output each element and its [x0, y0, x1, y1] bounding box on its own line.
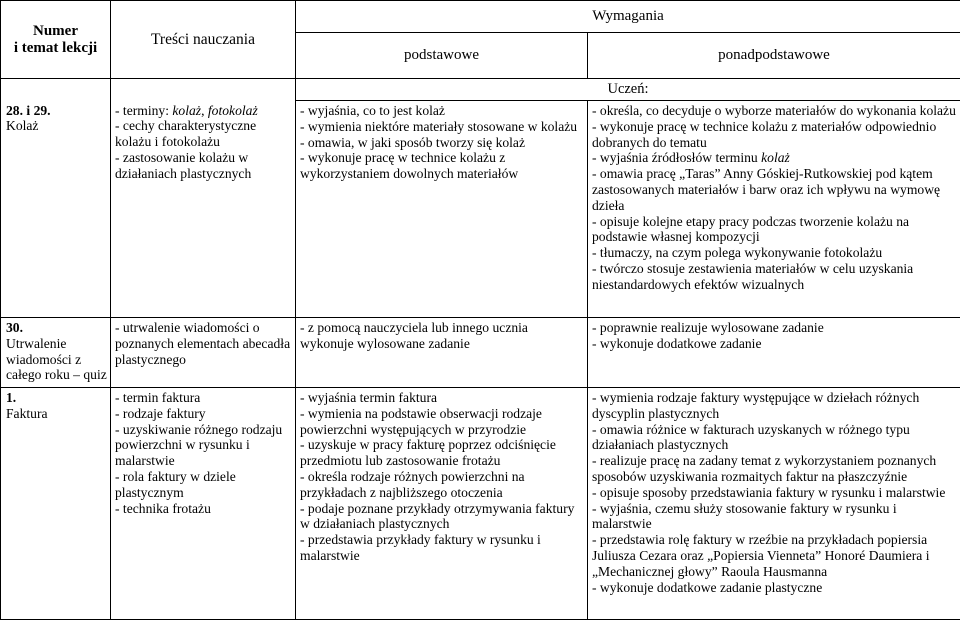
row-utrwalenie-tresci [111, 318, 296, 388]
row-utrwalenie-podstawowe [296, 318, 588, 388]
header-ponadpodstawowe: ponadpodstawowe [588, 33, 960, 79]
requirement-item: - z pomocą nauczyciela lub innego ucznia wykonuje wylosowane zadanie [300, 320, 528, 351]
row-kolaz-number [1, 101, 111, 318]
requirement-item: - omawia pracę „Taras” Anny Góskiej-Rutkowskiej pod kątem zastosowanych materiałów i barw oraz ich wpływu na wymowę dzieła [592, 166, 941, 213]
row-kolaz-tresci [111, 101, 296, 318]
lesson-number: 30. [6, 320, 23, 335]
content-item: - rola faktury w dziele plastycznym [115, 468, 236, 500]
term-fotokolaz: fotokolaż [207, 102, 258, 118]
content-item: - cechy charakterystyczne kolażu i fotokolażu [115, 118, 257, 150]
requirement-item: - twórczo stosuje zestawienia materiałów w celu uzyskania niestandardowych efektów wizualnych [592, 260, 914, 292]
requirement-item: - wyjaśnia, czemu służy stosowanie faktury w rysunku i malarstwie [592, 500, 897, 532]
requirement-item: - uzyskuje w pracy fakturę poprzez odciśnięcie przedmiotu lub zastosowanie frotażu [300, 437, 556, 469]
content-item: - uzyskiwanie różnego rodzaju powierzchni w rysunku i malarstwie [115, 421, 283, 469]
header-numer-line2: i temat lekcji [13, 39, 98, 56]
lesson-topic: Kolaż [6, 118, 39, 134]
row-kolaz-podstawowe [296, 101, 588, 318]
spacer-cell [111, 79, 296, 101]
lesson-topic: Faktura [6, 405, 48, 421]
content-item: - technika frotażu [115, 500, 211, 516]
row-utrwalenie-number [1, 318, 111, 388]
requirement-item: - opisuje sposoby przedstawiania faktury w rysunku i malarstwie [592, 484, 946, 500]
row-faktura-podstawowe [296, 388, 588, 620]
requirement-item: - tłumaczy, na czym polega wykonywanie fotokolażu [592, 245, 883, 261]
requirement-item: - wykonuje dodatkowe zadanie [592, 335, 762, 351]
requirement-item: - wykonuje pracę w technice kolażu z materiałów odpowiednio dobranych do tematu [592, 118, 937, 150]
content-item: - termin faktura [115, 390, 201, 405]
requirement-item: - przedstawia rolę faktury w rzeźbie na przykładach popiersia Juliusza Cezara oraz „Popiersia Vienneta” Honoré Daumiera i „Mechanicznej głowy” Raoula Hausmanna [592, 532, 930, 579]
requirement-item: - określa rodzaje różnych powierzchni na przykładach z najbliższego otoczenia [300, 468, 525, 500]
row-faktura-tresci [111, 388, 296, 620]
requirement-item: - wyjaśnia, co to jest kolaż [300, 103, 445, 118]
header-wymagania: Wymagania [296, 1, 960, 33]
requirement-item: - określa, co decyduje o wyborze materiałów do wykonania kolażu [592, 103, 956, 118]
requirement-item: - omawia różnice w fakturach uzyskanych w różnego typu działaniach plastycznych [592, 421, 910, 453]
row-faktura-number [1, 388, 111, 620]
uczen-label: Uczeń: [296, 79, 960, 101]
content-item: - utrwalenie wiadomości o poznanych elementach abecadła plastycznego [115, 320, 291, 367]
requirement-item: - omawia, w jaki sposób tworzy się kolaż [300, 134, 526, 150]
header-tresci: Treści nauczania [111, 1, 296, 79]
content-item: - terminy: kolaż, fotokolaż [115, 102, 258, 118]
term-kolaz: kolaż [172, 102, 202, 118]
requirement-item: - wymienia niektóre materiały stosowane w kolażu [300, 118, 578, 134]
row-utrwalenie-ponadpodstawowe [588, 318, 960, 388]
requirement-item: - wyjaśnia źródłosłów terminu kolaż [592, 150, 790, 166]
requirement-item: - poprawnie realizuje wylosowane zadanie [592, 320, 824, 335]
requirement-item: - podaje poznane przykłady otrzymywania faktury w działaniach plastycznych [300, 500, 575, 532]
requirement-item: - wymienia rodzaje faktury występujące w dziełach różnych dyscyplin plastycznych [592, 390, 920, 421]
content-item: - zastosowanie kolażu w działaniach plastycznych [115, 149, 252, 181]
row-kolaz-ponadpodstawowe [588, 101, 960, 318]
requirement-item: - wykonuje dodatkowe zadanie plastyczne [592, 579, 823, 595]
lesson-number: 1. [6, 390, 17, 405]
requirement-item: - wymienia na podstawie obserwacji rodzaje powierzchni występujących w przyrodzie [300, 405, 542, 437]
row-faktura-ponadpodstawowe [588, 388, 960, 620]
requirement-item: - przedstawia przykłady faktury w rysunku i malarstwie [300, 532, 541, 563]
requirement-item: - wykonuje pracę w technice kolażu z wykorzystaniem dowolnych materiałów [300, 150, 519, 182]
header-numer [1, 1, 111, 79]
header-podstawowe: podstawowe [296, 33, 588, 79]
lesson-topic: Utrwalenie wiadomości z całego roku – quiz [6, 335, 107, 383]
requirement-item: - opisuje kolejne etapy pracy podczas tworzenie kolażu na podstawie własnej kompozycji [592, 213, 910, 245]
header-numer-line1: Numer [33, 22, 78, 39]
spacer-cell [1, 79, 111, 101]
term-kolaz: kolaż [761, 150, 790, 166]
requirement-item: - realizuje pracę na zadany temat z wykorzystaniem poznanych sposobów uzyskiwania rozmaitych faktur na płaszczyźnie [592, 453, 937, 484]
lesson-number: 28. i 29. [6, 102, 51, 118]
content-item: - rodzaje faktury [115, 405, 206, 421]
requirement-item: - wyjaśnia termin faktura [300, 390, 438, 405]
